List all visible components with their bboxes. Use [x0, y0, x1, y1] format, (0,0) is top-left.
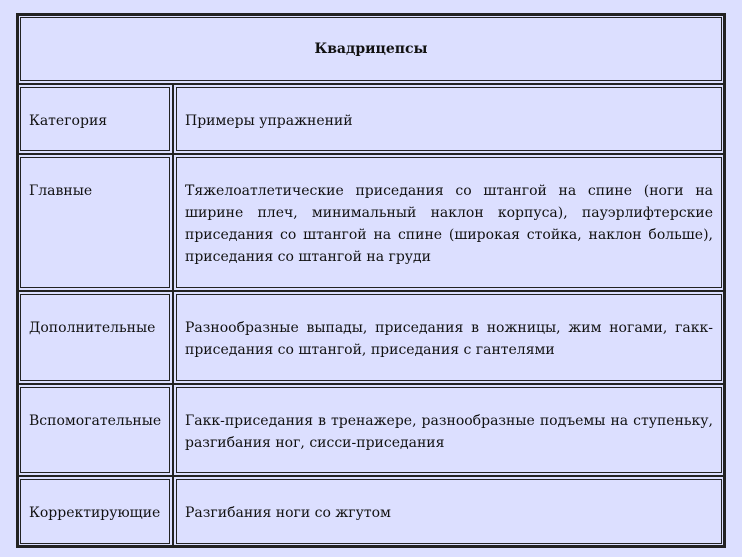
table-row — [17, 291, 725, 384]
category-cell: Дополнительные — [20, 294, 170, 381]
category-cell: Главные — [20, 157, 170, 288]
table-row — [17, 384, 725, 476]
quadriceps-exercise-table — [16, 13, 726, 548]
table-header-row — [17, 84, 725, 154]
table-row — [17, 154, 725, 291]
table-row — [17, 476, 725, 547]
examples-cell: Разгибания ноги со жгутом — [176, 479, 722, 544]
table-title-row — [17, 14, 725, 84]
table-title: Квадрицепсы — [20, 17, 722, 81]
header-category: Категория — [20, 87, 170, 151]
examples-cell: Разнообразные выпады, приседания в ножницы, жим ногами, гакк-приседания со штангой, приседания с гантелями — [176, 294, 722, 381]
examples-cell: Тяжелоатлетические приседания со штангой на спине (ноги на ширине плеч, минимальный наклон корпуса), пауэрлифтерские приседания со штангой на спине (широкая стойка, наклон больше), приседания со штангой на груди — [176, 157, 722, 288]
exercise-table-container — [16, 13, 726, 548]
examples-cell: Гакк-приседания в тренажере, разнообразные подъемы на ступеньку, разгибания ног, сисси-приседания — [176, 387, 722, 473]
category-cell: Вспомогательные — [20, 387, 170, 473]
header-examples: Примеры упражнений — [176, 87, 722, 151]
category-cell: Корректирующие — [20, 479, 170, 544]
